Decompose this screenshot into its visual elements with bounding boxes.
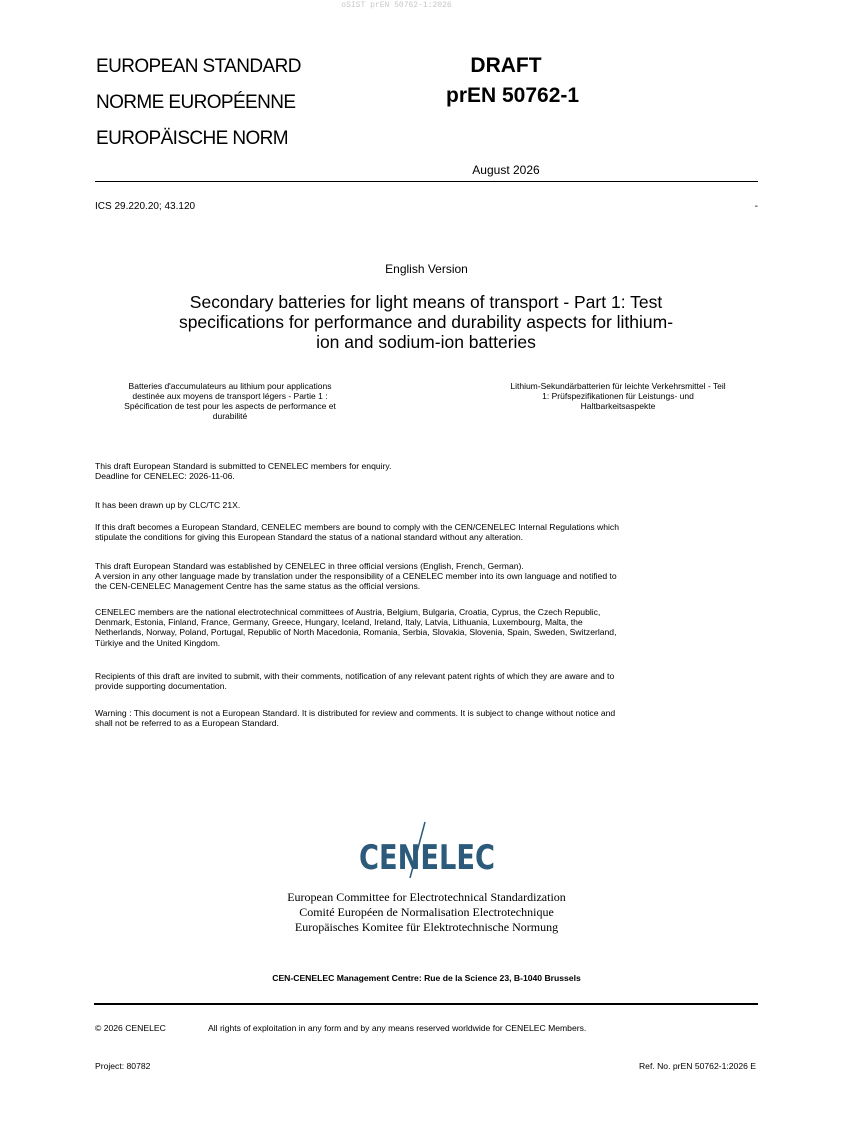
organisation-name: Comité Européen de Normalisation Electrotechnique (299, 905, 554, 919)
standard-name-de: EUROPÄISCHE NORM (96, 128, 289, 149)
header-divider (95, 181, 758, 182)
title-german (470, 381, 766, 411)
title-line: Secondary batteries for light means of transport - Part 1: Test (189, 292, 663, 312)
organisation-name: European Committee for Electrotechnical Standardization (287, 890, 566, 904)
cenelec-logo (0, 820, 853, 885)
title-german-line: 1: Prüfspezifikationen für Leistungs- und (542, 391, 694, 401)
title-french-line: durabilité (212, 411, 248, 421)
logo-text: CENELEC (358, 838, 495, 878)
paragraph-line: This draft European Standard was established by CENELEC in three official versions (English, French, German). (95, 561, 524, 571)
paragraph-line: Denmark, Estonia, Finland, France, Germany, Greece, Hungary, Iceland, Ireland, Italy, Latvia, Lithuania, Luxembourg, Malta, the (95, 617, 583, 628)
title-french-line: Spécification de test pour les aspects de performance et (124, 401, 336, 411)
paragraph-line: Warning : This document is not a European Standard. It is distributed for review and comments. It is subject to change without notice and (95, 708, 616, 718)
supersedes: - (754, 201, 758, 212)
paragraph-line: Recipients of this draft are invited to submit, with their comments, notification of any relevant patent rights of which they are aware and to (95, 671, 615, 681)
paragraph-line: Deadline for CENELEC: 2026-11-06. (95, 471, 235, 482)
paragraph-line: the CEN-CENELEC Management Centre has the same status as the official versions. (95, 581, 421, 592)
watermark: oSIST prEN 50762-1:2026 (341, 1, 452, 10)
draft-label: DRAFT (470, 54, 542, 77)
organisation-names (0, 890, 853, 935)
standard-name-fr: NORME EUROPÉENNE (96, 92, 296, 113)
paragraph-patents (95, 671, 750, 691)
paragraph-line: It has been drawn up by CLC/TC 21X. (95, 500, 241, 510)
paragraph-enquiry (95, 461, 750, 481)
title-french (85, 381, 375, 421)
project-number: Project: 80782 (95, 1061, 151, 1071)
title-line: specifications for performance and durability aspects for lithium- (178, 312, 674, 332)
publication-date: August 2026 (472, 163, 540, 177)
cenelec-logo-mark (352, 820, 502, 880)
title-german-line: Lithium-Sekundärbatterien für leichte Verkehrsmittel - Teil (510, 381, 726, 391)
paragraph-line: Türkiye and the United Kingdom. (95, 637, 221, 648)
paragraph-line: If this draft becomes a European Standard, CENELEC members are bound to comply with the CEN/CENELEC Internal Regulations which (95, 522, 619, 532)
title-german-line: Haltbarkeitsaspekte (580, 401, 656, 411)
paragraph-committee (95, 500, 750, 510)
management-centre: CEN-CENELEC Management Centre: Rue de la Science 23, B-1040 Brussels (272, 973, 581, 983)
language-version: English Version (385, 262, 468, 276)
footer-divider (94, 1003, 758, 1005)
rights-statement: All rights of exploitation in any form and by any means reserved worldwide for CENELEC Members. (208, 1023, 587, 1033)
paragraph-line: CENELEC members are the national electrotechnical committees of Austria, Belgium, Bulgaria, Croatia, Cyprus, the Czech Republic, (95, 607, 601, 617)
title-french-line: Batteries d'accumulateurs au lithium pour applications (128, 381, 332, 391)
paragraph-members (95, 607, 750, 648)
paragraph-line: Netherlands, Norway, Poland, Portugal, Republic of North Macedonia, Romania, Serbia, Slovakia, Slovenia, Spain, Sweden, Switzerland, (95, 627, 617, 638)
document-number: prEN 50762-1 (446, 84, 580, 107)
paragraph-line: A version in any other language made by translation under the responsibility of a CENELEC member into its own language and notified to (95, 571, 617, 582)
organisation-name: Europäisches Komitee für Elektrotechnische Normung (294, 920, 559, 934)
title-french-line: destinée aux moyens de transport légers - Partie 1 : (132, 391, 328, 401)
paragraph-regulations (95, 522, 750, 542)
paragraph-line: This draft European Standard is submitted to CENELEC members for enquiry. (95, 461, 392, 471)
document-title (150, 292, 702, 352)
reference-number: Ref. No. prEN 50762-1:2026 E (638, 1061, 756, 1071)
paragraph-line: provide supporting documentation. (95, 681, 227, 692)
copyright: © 2026 CENELEC (95, 1023, 166, 1033)
standard-name-en: EUROPEAN STANDARD (96, 56, 301, 77)
ics-codes: ICS 29.220.20; 43.120 (95, 201, 196, 212)
title-line: ion and sodium-ion batteries (316, 332, 536, 352)
paragraph-line: stipulate the conditions for giving this European Standard the status of a national standard without any alteration. (95, 532, 524, 543)
paragraph-versions (95, 561, 750, 592)
paragraph-line: shall not be referred to as a European Standard. (95, 718, 279, 729)
paragraph-warning (95, 708, 750, 728)
